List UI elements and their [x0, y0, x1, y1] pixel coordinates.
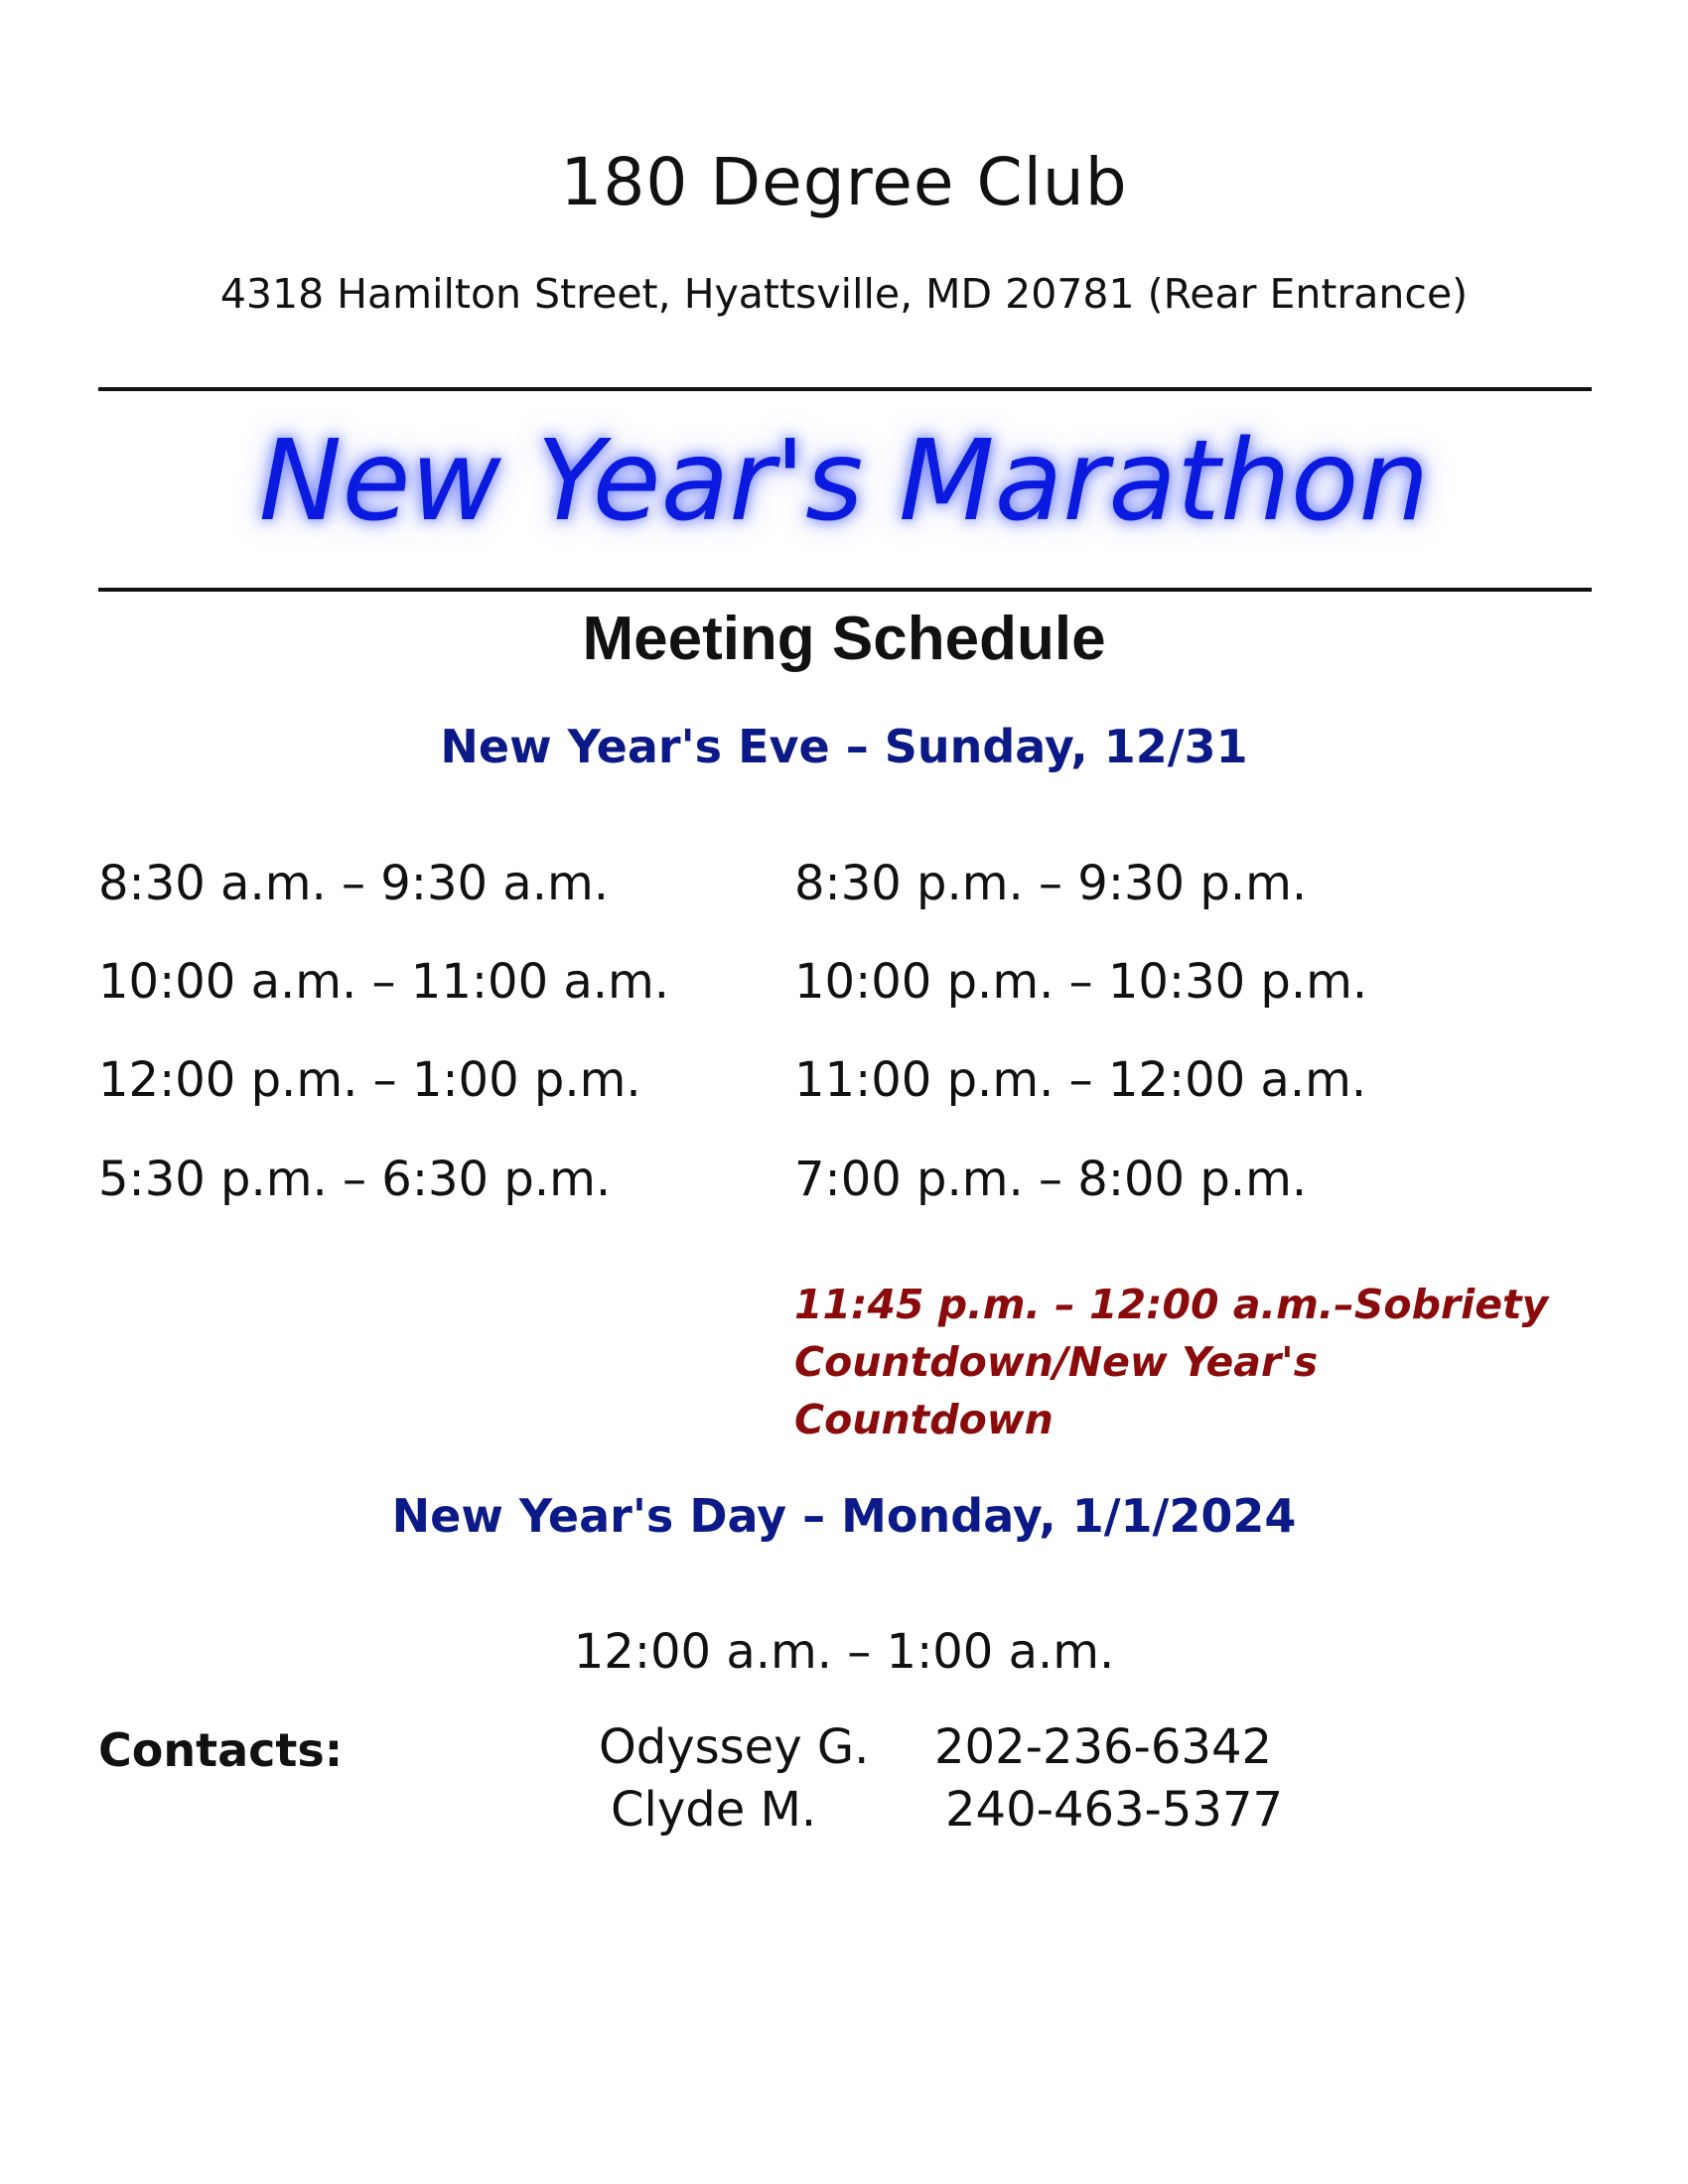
countdown-line: Countdown [794, 1396, 1054, 1443]
divider-top [98, 387, 1592, 391]
contact-name: Odyssey G. [599, 1719, 870, 1775]
contact-phone: 202-236-6342 [934, 1719, 1273, 1775]
countdown-line: 11:45 p.m. – 12:00 a.m.–Sobriety [794, 1281, 1549, 1328]
contact-phone: 240-463-5377 [945, 1782, 1284, 1838]
time-slot: 5:30 p.m. – 6:30 p.m. [98, 1152, 612, 1207]
new-years-eve-heading: New Year's Eve – Sunday, 12/31 [440, 720, 1248, 773]
time-slot: 7:00 p.m. – 8:00 p.m. [794, 1152, 1308, 1207]
schedule-title: Meeting Schedule [582, 605, 1106, 673]
contacts-label: Contacts: [98, 1723, 344, 1777]
countdown-note [794, 1276, 1549, 1448]
time-slot: 11:00 p.m. – 12:00 a.m. [794, 1052, 1367, 1108]
time-slot: 12:00 p.m. – 1:00 p.m. [98, 1052, 641, 1108]
time-slot: 10:00 p.m. – 10:30 p.m. [794, 954, 1368, 1010]
countdown-line: Countdown/New Year's [794, 1338, 1319, 1386]
club-name: 180 Degree Club [560, 144, 1128, 220]
contact-name: Clyde M. [611, 1782, 817, 1838]
time-slot: 8:30 a.m. – 9:30 a.m. [98, 856, 609, 911]
new-years-day-heading: New Year's Day – Monday, 1/1/2024 [391, 1489, 1297, 1543]
time-slot: 10:00 a.m. – 11:00 a.m. [98, 954, 670, 1010]
club-address: 4318 Hamilton Street, Hyattsville, MD 20781 (Rear Entrance) [219, 270, 1469, 318]
time-slot: 8:30 p.m. – 9:30 p.m. [794, 856, 1308, 911]
time-slot: 12:00 a.m. – 1:00 a.m. [573, 1624, 1115, 1680]
event-title: New Year's Marathon [258, 417, 1430, 546]
divider-bottom [98, 588, 1592, 592]
